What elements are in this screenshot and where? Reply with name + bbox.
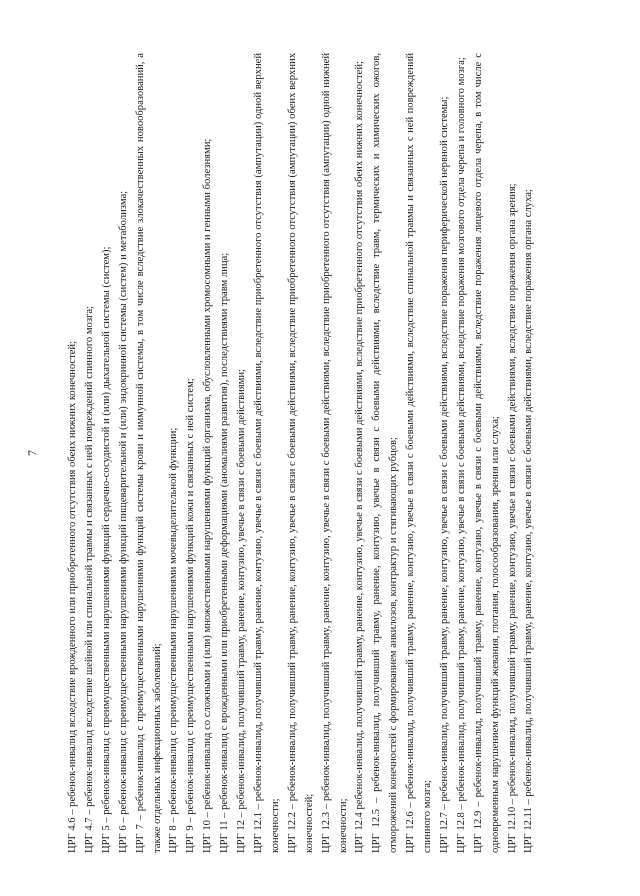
list-item: ЦРГ 12.10 – ребенок-инвалид, получивший травму, ранение, контузию, увечье в связи с боевыми действиями, вследствие поражения органа зрения; [506, 183, 518, 853]
page-number: 7 [25, 450, 39, 456]
list-item: ЦРГ 12.11 – ребенок-инвалид, получивший травму, ранение, контузию, увечье в связи с боевыми действиями, вследствие поражения органа слуха; [523, 189, 535, 853]
list-item: ЦРГ 12.5 – ребенок-инвалид, получивший травму, ранение, контузию, увечье в связи с боевыми действиями, вследствие травм, термических и химических ожогов, отморожений конечностей с формированием анкилозов, контрактур и стягивающих рубцов; [371, 53, 400, 853]
list-item: ЦРГ 5 – ребенок-инвалид с преимущественными нарушениями функций сердечно-сосудистой и (или) дыхательной системы (систем); [100, 246, 112, 853]
list-item: ЦРГ 8 – ребенок-инвалид с преимущественными нарушениями мочевыделительной функции; [168, 427, 180, 853]
list-item: ЦРГ 12.6 – ребенок-инвалид, получивший травму, ранение, контузию, увечье в связи с боевыми действиями, вследствие спинальной травмы и связанных с ней повреждений спинного мозга; [405, 53, 434, 853]
list-item: ЦРГ 12.7 – ребенок-инвалид, получивший травму, ранение, контузию, увечье в связи с боевыми действиями, вследствие поражения периферической нервной системы; [438, 96, 450, 853]
list-item: ЦРГ 11 – ребенок-инвалид с врожденными или приобретенными деформациями (аномалиями развития), последствиями травм лица; [219, 252, 231, 853]
list-item: ЦРГ 4.6 – ребенок-инвалид вследствие врожденного или приобретенного отсутствия обеих нижних конечностей; [67, 340, 78, 853]
list-item: ЦРГ 12.1 – ребенок-инвалид, получивший травму, ранение, контузию, увечье в связи с боевыми действиями, вследствие приобретенного отсутствия (ампутации) одной верхней конечности; [252, 53, 281, 853]
list-item: ЦРГ 12.4 ребенок-инвалид, получивший травму, ранение, контузию, увечье в связи с боевыми действиями, вследствие приобретенного отсутствия обеих нижних конечностей; [354, 61, 366, 853]
list-item: ЦРГ 6 – ребенок-инвалид с преимущественными нарушениями функций пищеварительной и (или) эндокринной системы (систем) и метаболизма; [117, 190, 129, 853]
list-item: ЦРГ 12.9 – ребенок-инвалид, получивший травму, ранение, контузию, увечье в связи с боевыми действиями, вследствие поражения лицевого отдела черепа, в том числе с одновременным нарушением функций жевания, глотания, голосообразования, зрения или слуха; [472, 53, 501, 853]
list-item: ЦРГ 4.7 – ребенок-инвалид вследствие шейной или спинальной травмы и связанных с ней повреждений спинного мозга; [83, 305, 95, 853]
rotated-text-block [25, 53, 575, 853]
list-item: ЦРГ 7 – ребенок-инвалид с преимущественными нарушениями функций системы крови и иммунной системы, в том числе вследствие злокачественных новообразований, а также отдельных инфекционных заболеваний; [134, 53, 163, 853]
list-item: ЦРГ 9 – ребенок-инвалид с преимущественными нарушениями функций кожи и связанных с ней систем; [185, 378, 197, 853]
document-body [65, 53, 538, 853]
list-item: ЦРГ 12 – ребенок-инвалид, получивший травму, ранение, контузию, увечье в связи с боевыми действиями; [236, 369, 248, 853]
list-item: ЦРГ 10 – ребенок-инвалид со сложными и (или) множественными нарушениями функций организма, обусловленными хромосомными и генными болезнями; [202, 138, 214, 853]
list-item: ЦРГ 12.8 – ребенок-инвалид, получивший травму, ранение, контузию, увечье в связи с боевыми действиями, вследствие поражения мозгового отдела черепа и головного мозга; [455, 57, 467, 853]
list-item: ЦРГ 12.3 – ребенок-инвалид, получивший травму, ранение, контузию, увечье в связи с боевыми действиями, вследствие приобретенного отсутствия (ампутации) одной нижней конечности; [320, 53, 349, 853]
list-item: ЦРГ 12.2 – ребенок-инвалид, получивший травму, ранение, контузию, увечье в связи с боевыми действиями, вследствие приобретенного отсутствия (ампутации) обеих верхних конечностей; [286, 53, 315, 853]
